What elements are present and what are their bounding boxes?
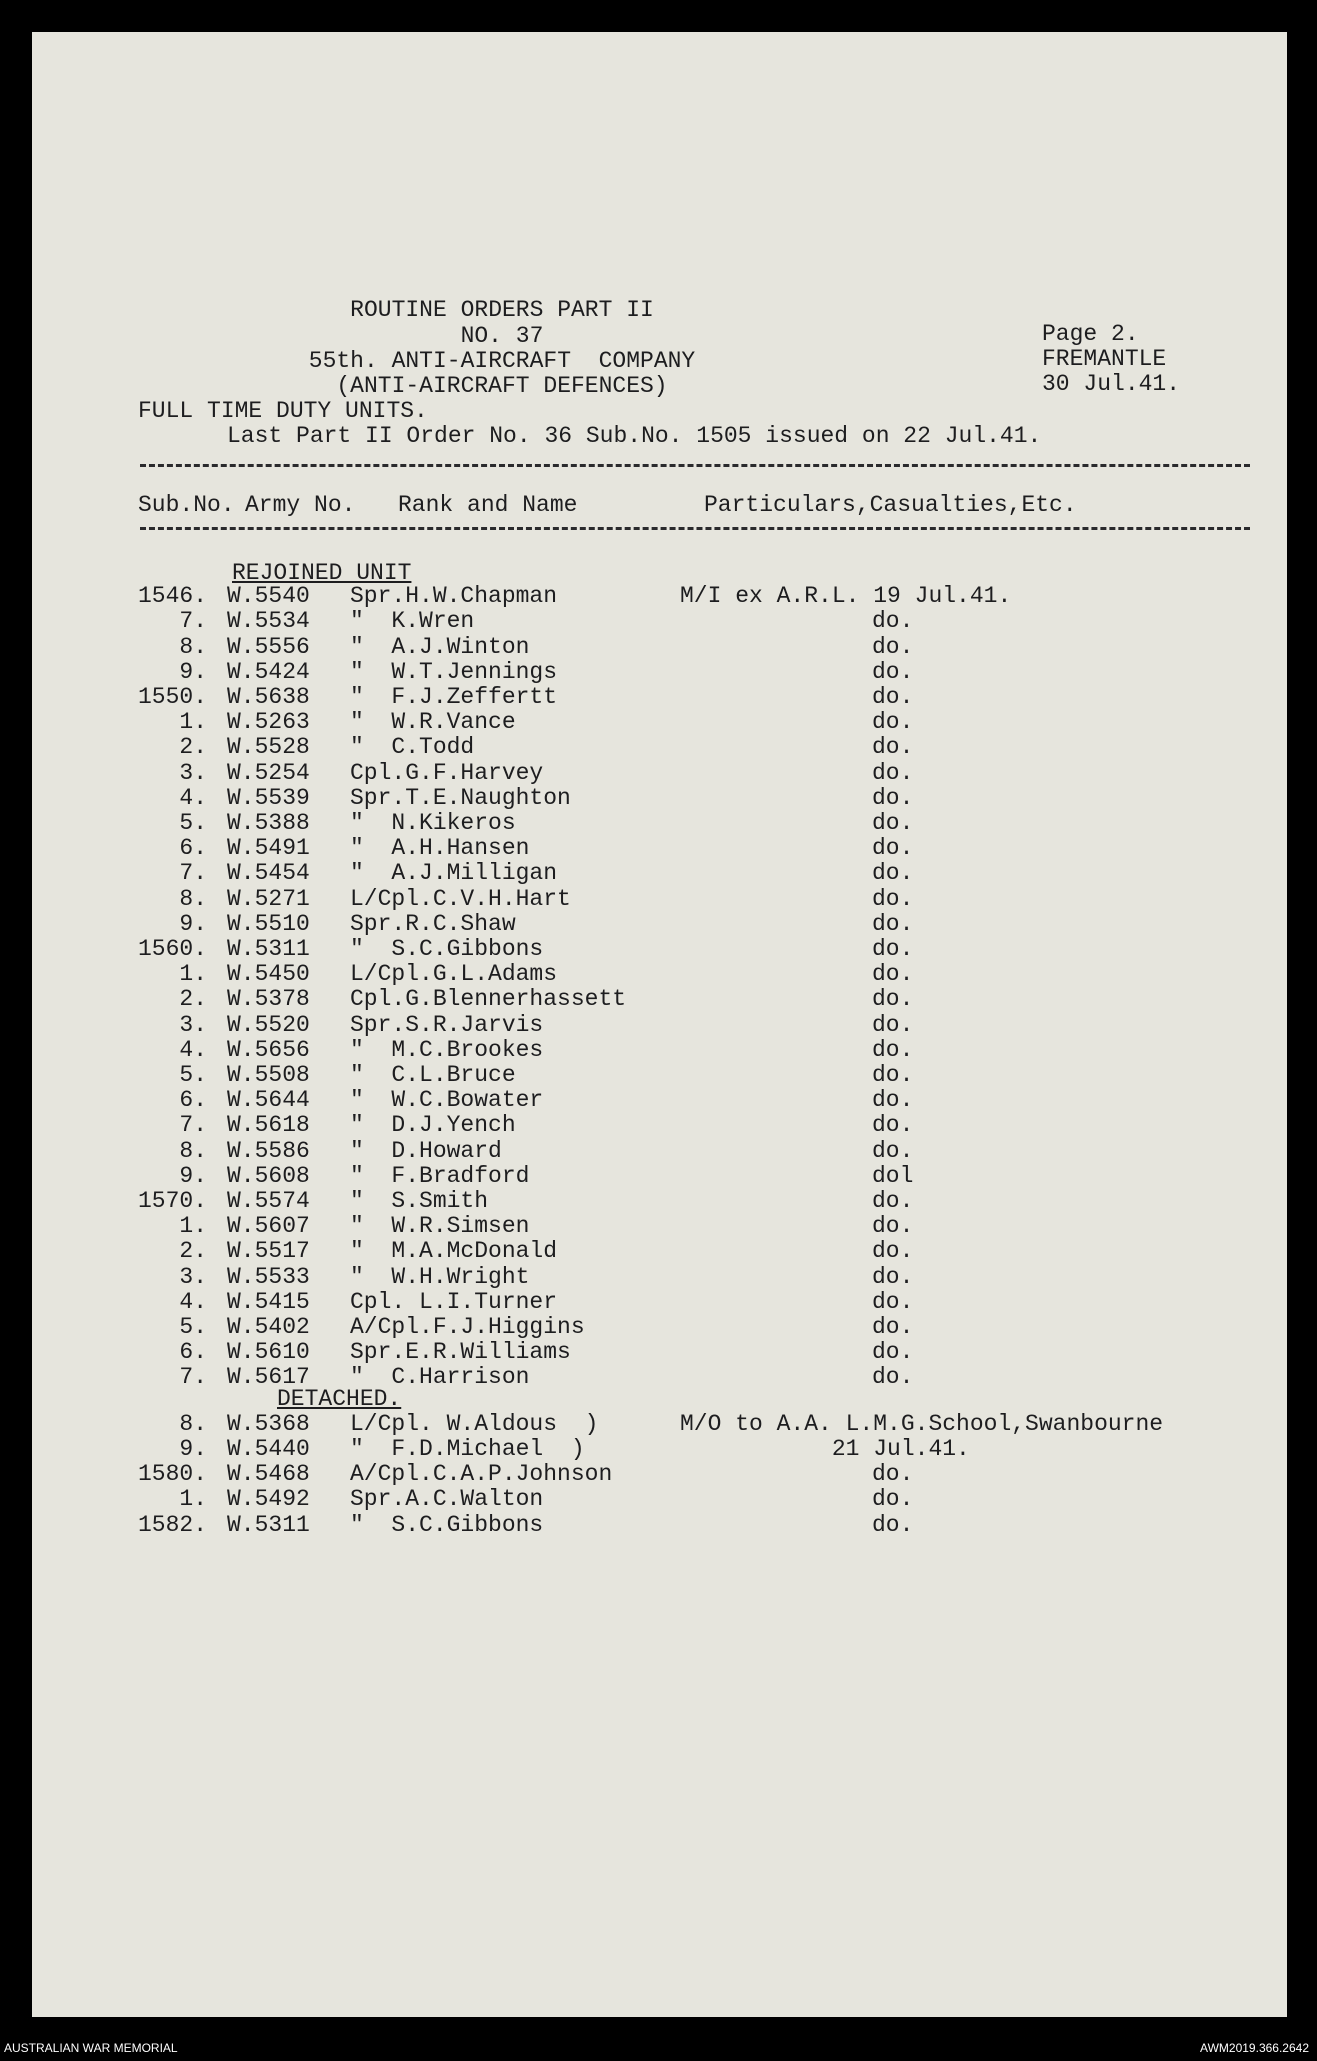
sub-number: 5. bbox=[179, 1062, 207, 1088]
army-number: W.5510 bbox=[227, 910, 310, 937]
table-row bbox=[32, 634, 1287, 658]
army-number: W.5618 bbox=[227, 1112, 310, 1139]
particulars: do. bbox=[872, 759, 914, 786]
table-row bbox=[32, 659, 1287, 683]
rank-and-name: " S.C.Gibbons bbox=[350, 936, 544, 962]
table-row bbox=[32, 835, 1287, 862]
rank-and-name: " W.T.Jennings bbox=[350, 658, 558, 685]
sub-number: 1580. bbox=[137, 1461, 207, 1488]
particulars: do. bbox=[872, 1011, 914, 1038]
table-row bbox=[32, 1163, 1287, 1187]
particulars: M/O to A.A. L.M.G.School,Swanbourne bbox=[680, 1410, 1164, 1437]
sub-number: 1. bbox=[179, 961, 207, 988]
rank-and-name: Cpl.G.Blennerhassett bbox=[350, 986, 627, 1013]
army-number: W.5617 bbox=[227, 1364, 310, 1391]
divider-top bbox=[140, 464, 1250, 467]
table-row bbox=[32, 1314, 1287, 1338]
sub-number: 1. bbox=[179, 709, 207, 736]
table-row bbox=[32, 986, 1287, 1013]
table-row bbox=[32, 1411, 1287, 1435]
sub-number: 1570. bbox=[137, 1188, 207, 1214]
table-row bbox=[32, 608, 1287, 635]
table-row bbox=[32, 1238, 1287, 1265]
rank-and-name: " W.C.Bowater bbox=[350, 1087, 544, 1114]
table-row bbox=[32, 1138, 1287, 1162]
table-row bbox=[32, 760, 1287, 784]
table-row bbox=[32, 886, 1287, 910]
rank-and-name: " A.J.Winton bbox=[350, 633, 530, 660]
army-number: W.5574 bbox=[227, 1188, 310, 1214]
rank-and-name: " C.L.Bruce bbox=[350, 1062, 516, 1088]
rank-and-name: " W.R.Vance bbox=[350, 709, 516, 736]
army-number: W.5450 bbox=[227, 961, 310, 988]
table-row bbox=[32, 936, 1287, 960]
table-row bbox=[32, 1339, 1287, 1366]
sub-number: 8. bbox=[179, 885, 207, 912]
table-row bbox=[32, 1037, 1287, 1061]
table-row bbox=[32, 1264, 1287, 1288]
sub-number: 2. bbox=[179, 986, 207, 1013]
particulars: do. bbox=[872, 734, 914, 761]
rank-and-name: Cpl.G.F.Harvey bbox=[350, 759, 544, 786]
column-particulars: Particulars,Casualties,Etc. bbox=[704, 492, 1077, 518]
army-number: W.5610 bbox=[227, 1339, 310, 1366]
rank-and-name: " S.C.Gibbons bbox=[350, 1511, 544, 1538]
order-date: 30 Jul.41. bbox=[1042, 371, 1181, 397]
table-row bbox=[32, 810, 1287, 834]
particulars: do. bbox=[872, 1137, 914, 1164]
rank-and-name: L/Cpl.C.V.H.Hart bbox=[350, 885, 571, 912]
sub-number: 2. bbox=[179, 734, 207, 761]
table-row bbox=[32, 1289, 1287, 1313]
particulars: do. bbox=[872, 1314, 914, 1340]
sub-number: 9. bbox=[179, 910, 207, 937]
sub-number: 4. bbox=[179, 784, 207, 811]
table-row bbox=[32, 1213, 1287, 1240]
particulars: do. bbox=[872, 936, 914, 962]
last-order-note: Last Part II Order No. 36 Sub.No. 1505 issued on 22 Jul.41. bbox=[227, 423, 1042, 449]
particulars: do. bbox=[872, 1364, 914, 1391]
army-number: W.5271 bbox=[227, 885, 310, 912]
rank-and-name: L/Cpl.G.L.Adams bbox=[350, 961, 558, 988]
particulars: dol bbox=[872, 1162, 914, 1189]
table-row bbox=[32, 961, 1287, 988]
table-row bbox=[32, 1087, 1287, 1114]
rank-and-name: A/Cpl.F.J.Higgins bbox=[350, 1314, 585, 1340]
rank-and-name: " M.A.McDonald bbox=[350, 1238, 558, 1265]
army-number: W.5508 bbox=[227, 1062, 310, 1088]
sub-number: 8. bbox=[179, 1410, 207, 1437]
sub-number: 1546. bbox=[137, 583, 207, 610]
sub-number: 7. bbox=[179, 608, 207, 635]
divider-bottom bbox=[140, 527, 1250, 530]
army-number: W.5644 bbox=[227, 1087, 310, 1114]
sub-number: 3. bbox=[179, 759, 207, 786]
column-army-no: Army No. bbox=[245, 492, 356, 518]
table-row bbox=[32, 1112, 1287, 1139]
particulars: do. bbox=[872, 1339, 914, 1366]
particulars: do. bbox=[872, 1238, 914, 1265]
army-number: W.5540 bbox=[227, 583, 310, 610]
sub-number: 7. bbox=[179, 1112, 207, 1139]
table-row bbox=[32, 734, 1287, 761]
particulars: do. bbox=[872, 709, 914, 736]
rank-and-name: " C.Harrison bbox=[350, 1364, 530, 1391]
sub-number: 6. bbox=[179, 1087, 207, 1114]
rank-and-name: " C.Todd bbox=[350, 734, 475, 761]
document-page bbox=[32, 32, 1287, 2017]
sub-number: 5. bbox=[179, 1314, 207, 1340]
rank-and-name: " F.Bradford bbox=[350, 1162, 530, 1189]
table-row bbox=[32, 583, 1287, 610]
column-rank-name: Rank and Name bbox=[398, 492, 578, 518]
rank-and-name: Spr.H.W.Chapman bbox=[350, 583, 558, 610]
particulars: M/I ex A.R.L. 19 Jul.41. bbox=[680, 583, 1012, 610]
particulars: do. bbox=[872, 1461, 914, 1488]
army-number: W.5440 bbox=[227, 1436, 310, 1462]
particulars: do. bbox=[872, 1062, 914, 1088]
army-number: W.5638 bbox=[227, 684, 310, 710]
army-number: W.5539 bbox=[227, 784, 310, 811]
army-number: W.5608 bbox=[227, 1162, 310, 1189]
table-row bbox=[32, 785, 1287, 809]
sub-number: 1560. bbox=[137, 936, 207, 962]
rank-and-name: " A.J.Milligan bbox=[350, 860, 558, 887]
table-row bbox=[32, 1436, 1287, 1460]
table-row bbox=[32, 1461, 1287, 1488]
rank-and-name: " D.J.Yench bbox=[350, 1112, 516, 1139]
particulars: do. bbox=[872, 1112, 914, 1139]
sub-number: 8. bbox=[179, 1137, 207, 1164]
rank-and-name: " F.D.Michael ) bbox=[350, 1436, 585, 1462]
rank-and-name: " F.J.Zeffertt bbox=[350, 684, 558, 710]
sub-number: 8. bbox=[179, 633, 207, 660]
army-number: W.5520 bbox=[227, 1011, 310, 1038]
footer-reference: AWM2019.366.2642 bbox=[1200, 2041, 1309, 2055]
order-title: ROUTINE ORDERS PART II bbox=[350, 297, 654, 323]
particulars: do. bbox=[872, 784, 914, 811]
sub-number: 1. bbox=[179, 1486, 207, 1513]
sub-number: 7. bbox=[179, 1364, 207, 1391]
page-number: Page 2. bbox=[1042, 321, 1139, 347]
particulars: do. bbox=[872, 1486, 914, 1513]
army-number: W.5533 bbox=[227, 1263, 310, 1290]
sub-number: 6. bbox=[179, 1339, 207, 1366]
particulars: do. bbox=[872, 860, 914, 887]
rank-and-name: " W.H.Wright bbox=[350, 1263, 530, 1290]
section-title: DETACHED. bbox=[277, 1385, 402, 1412]
table-row bbox=[32, 860, 1287, 887]
table-row bbox=[32, 1188, 1287, 1212]
rank-and-name: L/Cpl. W.Aldous ) bbox=[350, 1410, 599, 1437]
particulars: do. bbox=[872, 1213, 914, 1240]
sub-number: 1. bbox=[179, 1213, 207, 1240]
rank-and-name: " N.Kikeros bbox=[350, 810, 516, 836]
army-number: W.5491 bbox=[227, 835, 310, 862]
units-heading: FULL TIME DUTY UNITS. bbox=[138, 398, 428, 424]
company-subtitle: (ANTI-AIRCRAFT DEFENCES) bbox=[336, 373, 668, 399]
table-row bbox=[32, 709, 1287, 736]
particulars: do. bbox=[872, 633, 914, 660]
place: FREMANTLE bbox=[1042, 346, 1167, 372]
army-number: W.5311 bbox=[227, 1511, 310, 1538]
particulars: do. bbox=[872, 1511, 914, 1538]
order-number: NO. 37 bbox=[460, 323, 544, 349]
sub-number: 5. bbox=[179, 810, 207, 836]
army-number: W.5607 bbox=[227, 1213, 310, 1240]
rank-and-name: Spr.E.R.Williams bbox=[350, 1339, 571, 1366]
section-title: REJOINED UNIT bbox=[232, 560, 412, 586]
army-number: W.5254 bbox=[227, 759, 310, 786]
table-row bbox=[32, 1486, 1287, 1513]
army-number: W.5517 bbox=[227, 1238, 310, 1265]
sub-number: 9. bbox=[179, 1162, 207, 1189]
table-row bbox=[32, 1364, 1287, 1391]
table-row bbox=[32, 1012, 1287, 1036]
army-number: W.5468 bbox=[227, 1461, 310, 1488]
particulars: do. bbox=[872, 961, 914, 988]
army-number: W.5586 bbox=[227, 1137, 310, 1164]
army-number: W.5534 bbox=[227, 608, 310, 635]
army-number: W.5368 bbox=[227, 1410, 310, 1437]
rank-and-name: Spr.A.C.Walton bbox=[350, 1486, 544, 1513]
table-row bbox=[32, 1062, 1287, 1086]
particulars: 21 Jul.41. bbox=[680, 1436, 970, 1462]
rank-and-name: " M.C.Brookes bbox=[350, 1036, 544, 1063]
sub-number: 2. bbox=[179, 1238, 207, 1265]
army-number: W.5402 bbox=[227, 1314, 310, 1340]
rank-and-name: " W.R.Simsen bbox=[350, 1213, 530, 1240]
sub-number: 4. bbox=[179, 1036, 207, 1063]
army-number: W.5454 bbox=[227, 860, 310, 887]
rank-and-name: Cpl. L.I.Turner bbox=[350, 1288, 558, 1315]
column-sub-no: Sub.No. bbox=[138, 492, 235, 518]
particulars: do. bbox=[872, 986, 914, 1013]
company-name: 55th. ANTI-AIRCRAFT COMPANY bbox=[308, 348, 696, 374]
rank-and-name: " D.Howard bbox=[350, 1137, 502, 1164]
rank-and-name: " K.Wren bbox=[350, 608, 475, 635]
army-number: W.5528 bbox=[227, 734, 310, 761]
particulars: do. bbox=[872, 810, 914, 836]
sub-number: 9. bbox=[179, 1436, 207, 1462]
army-number: W.5263 bbox=[227, 709, 310, 736]
sub-number: 6. bbox=[179, 835, 207, 862]
rank-and-name: Spr.S.R.Jarvis bbox=[350, 1011, 544, 1038]
army-number: W.5424 bbox=[227, 658, 310, 685]
rank-and-name: " S.Smith bbox=[350, 1188, 489, 1214]
rank-and-name: A/Cpl.C.A.P.Johnson bbox=[350, 1461, 613, 1488]
sub-number: 3. bbox=[179, 1263, 207, 1290]
table-row bbox=[32, 1512, 1287, 1536]
particulars: do. bbox=[872, 835, 914, 862]
army-number: W.5415 bbox=[227, 1288, 310, 1315]
sub-number: 1550. bbox=[137, 684, 207, 710]
particulars: do. bbox=[872, 608, 914, 635]
rank-and-name: " A.H.Hansen bbox=[350, 835, 530, 862]
footer-credit: AUSTRALIAN WAR MEMORIAL bbox=[4, 2041, 178, 2055]
table-row bbox=[32, 684, 1287, 708]
rank-and-name: Spr.R.C.Shaw bbox=[350, 910, 516, 937]
table-row bbox=[32, 911, 1287, 935]
particulars: do. bbox=[872, 1188, 914, 1214]
sub-number: 3. bbox=[179, 1011, 207, 1038]
army-number: W.5656 bbox=[227, 1036, 310, 1063]
army-number: W.5492 bbox=[227, 1486, 310, 1513]
particulars: do. bbox=[872, 658, 914, 685]
sub-number: 4. bbox=[179, 1288, 207, 1315]
sub-number: 7. bbox=[179, 860, 207, 887]
sub-number: 9. bbox=[179, 658, 207, 685]
particulars: do. bbox=[872, 1263, 914, 1290]
army-number: W.5311 bbox=[227, 936, 310, 962]
particulars: do. bbox=[872, 1036, 914, 1063]
particulars: do. bbox=[872, 885, 914, 912]
sub-number: 1582. bbox=[137, 1511, 207, 1538]
army-number: W.5556 bbox=[227, 633, 310, 660]
rank-and-name: Spr.T.E.Naughton bbox=[350, 784, 571, 811]
army-number: W.5388 bbox=[227, 810, 310, 836]
particulars: do. bbox=[872, 684, 914, 710]
particulars: do. bbox=[872, 1087, 914, 1114]
army-number: W.5378 bbox=[227, 986, 310, 1013]
particulars: do. bbox=[872, 1288, 914, 1315]
particulars: do. bbox=[872, 910, 914, 937]
